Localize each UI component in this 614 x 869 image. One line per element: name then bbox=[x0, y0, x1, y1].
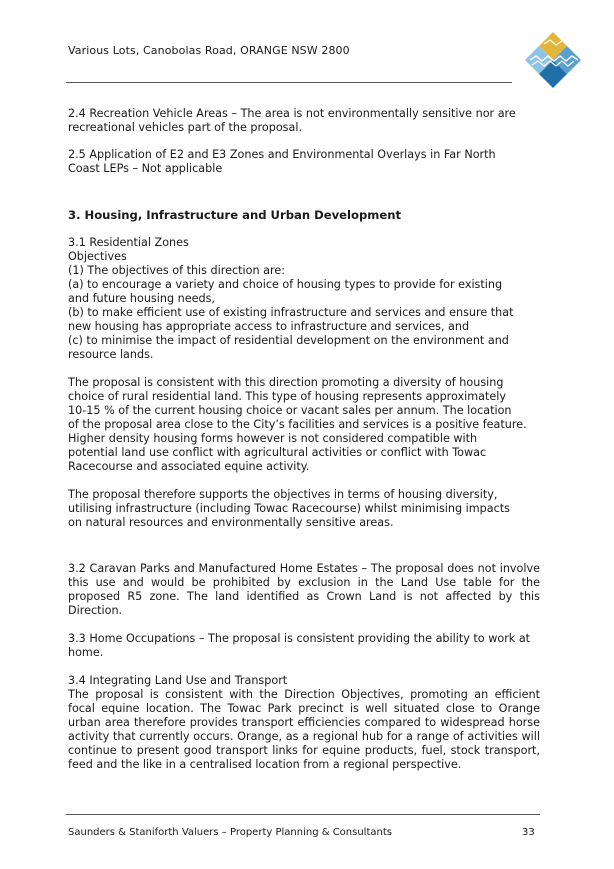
section-3-3: 3.3 Home Occupations – The proposal is consistent providing the ability to work at home. bbox=[68, 632, 531, 659]
objective-c-line-1: (c) to minimise the impact of residential development on the environment and bbox=[68, 334, 509, 347]
diamond-logo-icon bbox=[524, 30, 582, 88]
section-3-2: 3.2 Caravan Parks and Manufactured Home Estates – The proposal does not involve this use and would be prohibited by exclusion in the Land Use table for the proposed R5 zone. The land identified as Crown Land is not affected by this Direction. bbox=[68, 562, 540, 617]
section-3-heading: 3. Housing, Infrastructure and Urban Development bbox=[68, 208, 401, 222]
paragraph-line: The proposal therefore supports the objectives in terms of housing diversity, bbox=[68, 488, 498, 501]
objective-b-line-1: (b) to make efficient use of existing infrastructure and services and ensure that bbox=[68, 306, 514, 319]
footer-divider bbox=[66, 814, 540, 815]
paragraph-line: on natural resources and environmentally sensitive areas. bbox=[68, 516, 394, 529]
section-3-1-title: 3.1 Residential Zones bbox=[68, 236, 189, 249]
section-3-4-title: 3.4 Integrating Land Use and Transport bbox=[68, 674, 288, 687]
paragraph-line: potential land use conflict with agricultural activities or conflict with Towac bbox=[68, 446, 487, 459]
objective-a-line-2: and future housing needs, bbox=[68, 292, 215, 305]
paragraph-line: The proposal is consistent with this direction promoting a diversity of housing bbox=[68, 376, 504, 389]
section-2-5-line-2: Coast LEPs – Not applicable bbox=[68, 162, 223, 175]
paragraph-line: of the proposal area close to the City’s facilities and services is a positive feature. bbox=[68, 418, 527, 431]
paragraph-line: 10-15 % of the current housing choice or vacant sales per annum. The location bbox=[68, 404, 512, 417]
objective-a-line-1: (a) to encourage a variety and choice of housing types to provide for existing bbox=[68, 278, 503, 291]
section-3-4-body: The proposal is consistent with the Direction Objectives, promoting an efficient focal equine location. The Towac Park precinct is well situated close to Orange urban area therefore provides transport efficiencies compared to widespread horse activity that currently occurs. Orange, as a regional hub for a range of activities will continue to present good transport links for equine products, fuel, stock transport, feed and the like in a centralised location from a regional perspective. bbox=[68, 688, 540, 771]
page-number: 33 bbox=[522, 827, 535, 838]
header-address: Various Lots, Canobolas Road, ORANGE NSW 2800 bbox=[68, 44, 350, 57]
paragraph-line: utilising infrastructure (including Towac Racecourse) whilst minimising impacts bbox=[68, 502, 510, 515]
header-divider bbox=[66, 82, 512, 83]
document-body bbox=[68, 107, 540, 772]
footer-company: Saunders & Staniforth Valuers – Property Planning & Consultants bbox=[68, 827, 392, 838]
section-2-5-line-1: 2.5 Application of E2 and E3 Zones and Environmental Overlays in Far North bbox=[68, 148, 496, 161]
paragraph-line: Higher density housing forms however is not considered compatible with bbox=[68, 432, 478, 445]
objectives-label: Objectives bbox=[68, 250, 127, 263]
section-2-4: 2.4 Recreation Vehicle Areas – The area is not environmentally sensitive nor are recreational vehicles part of the proposal. bbox=[68, 107, 516, 134]
objectives-intro: (1) The objectives of this direction are: bbox=[68, 264, 285, 277]
paragraph-line: choice of rural residential land. This type of housing represents approximately bbox=[68, 390, 507, 403]
objective-b-line-2: new housing has appropriate access to infrastructure and services, and bbox=[68, 320, 470, 333]
objective-c-line-2: resource lands. bbox=[68, 348, 154, 361]
paragraph-line: Racecourse and associated equine activity. bbox=[68, 460, 310, 473]
